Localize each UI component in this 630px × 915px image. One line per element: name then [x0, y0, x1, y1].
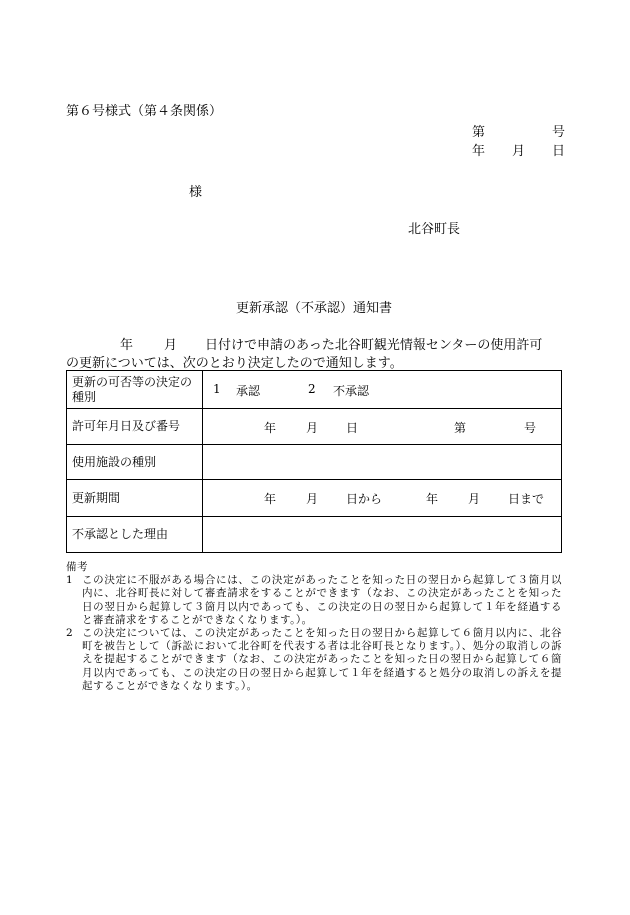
period-start-month: 月	[306, 492, 319, 506]
value-permit-date-number	[203, 409, 562, 445]
document-title: 更新承認（不承認）通知書	[236, 301, 393, 316]
remarks	[66, 561, 562, 693]
row-permit-date-number	[67, 409, 562, 445]
permit-number-suffix: 号	[524, 421, 537, 435]
remark-text: この決定については、この決定があったことを知った日の翌日から起算して６箇月以内に、北谷町を被告として（訴訟において北谷町を代表する者は北谷町長となります。）、処分の取消しの訴えを提起することができます（なお、この決定があったことを知った日の翌日から起算して６箇月以内であっても、この決定の日の翌日から起算して１年を経過すると処分の取消しの訴えを提起することができなくなります。）。	[82, 627, 562, 692]
option-2-text: 不承認	[333, 384, 370, 398]
permit-number-prefix: 第	[454, 421, 467, 435]
option-1-number: 1	[213, 382, 221, 396]
remark-item	[66, 574, 562, 627]
period-start-day: 日から	[346, 492, 383, 506]
remark-number: 1	[66, 574, 74, 587]
remark-text: この決定に不服がある場合には、この決定があったことを知った日の翌日から起算して３箇月以内に、北谷町長に対して審査請求をすることができます（なお、この決定があったことを知った日の翌日から起算して３箇月以内であっても、この決定の日の翌日から起算して１年を経過すると審査請求をすることができなくなります。）。	[82, 574, 562, 626]
decision-table	[66, 370, 562, 553]
period-end-day: 日まで	[508, 492, 545, 506]
value-renewal-period	[203, 480, 562, 517]
row-rejection-reason	[67, 517, 562, 553]
remarks-heading: 備考	[66, 561, 88, 573]
date-year: 年	[472, 144, 486, 159]
option-1-text: 承認	[236, 384, 261, 398]
label-rejection-reason: 不承認とした理由	[67, 517, 203, 553]
label-permit-date-number: 許可年月日及び番号	[67, 409, 203, 445]
value-decision-type	[203, 371, 562, 409]
permit-day: 日	[346, 421, 359, 435]
addressee-suffix: 様	[189, 185, 203, 200]
intro-line2: の更新については、次のとおり決定したので通知します。	[66, 356, 403, 371]
permit-month: 月	[306, 421, 319, 435]
intro-line1: 日付けで申請のあった北谷町観光情報センターの使用許可	[205, 338, 543, 353]
sender: 北谷町長	[408, 222, 461, 237]
period-end-month: 月	[468, 492, 481, 506]
label-decision-type: 更新の可否等の決定の種別	[67, 371, 203, 409]
remark-item	[66, 627, 562, 693]
doc-number-suffix: 号	[552, 125, 566, 140]
remark-number: 2	[66, 627, 74, 640]
period-end-year: 年	[426, 492, 439, 506]
row-decision-type	[67, 371, 562, 409]
doc-number-prefix: 第	[472, 125, 486, 140]
option-2-number: 2	[308, 382, 316, 396]
label-facility-type: 使用施設の種別	[67, 445, 203, 480]
value-rejection-reason	[203, 517, 562, 553]
intro-year: 年	[120, 338, 134, 353]
row-renewal-period	[67, 480, 562, 517]
date-day: 日	[552, 144, 566, 159]
label-renewal-period: 更新期間	[67, 480, 203, 517]
form-id: 第６号様式（第４条関係）	[66, 104, 223, 119]
intro-month: 月	[164, 338, 178, 353]
period-start-year: 年	[264, 492, 277, 506]
value-facility-type	[203, 445, 562, 480]
date-month: 月	[512, 144, 526, 159]
permit-year: 年	[264, 421, 277, 435]
row-facility-type	[67, 445, 562, 480]
